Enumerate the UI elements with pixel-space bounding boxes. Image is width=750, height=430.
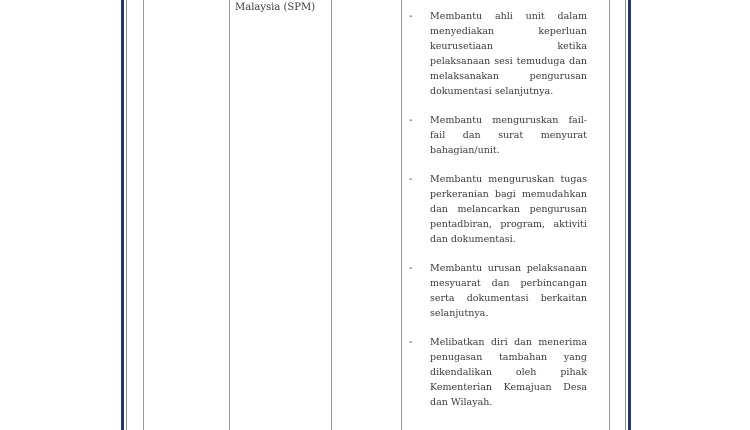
- list-item: [409, 9, 601, 99]
- list-item: [409, 261, 601, 321]
- bullet-dash: -: [409, 337, 413, 348]
- page-frame-left-inner-border: [126, 0, 127, 430]
- page-frame-left-border: [121, 0, 124, 430]
- duty-text: Melibatkan diri dan menerima penugasan tambahan yang dikendalikan oleh pihak Kementerian Kemajuan Desa dan Wilayah.: [430, 337, 587, 408]
- bullet-dash: -: [409, 11, 413, 22]
- bullet-dash: -: [409, 263, 413, 274]
- list-item: [409, 172, 601, 247]
- table-column-divider: [331, 0, 332, 430]
- duty-text: Membantu menguruskan fail-fail dan surat menyurat bahagian/unit.: [430, 115, 587, 156]
- list-item: [409, 113, 601, 158]
- table-column-divider: [401, 0, 402, 430]
- bullet-dash: -: [409, 115, 413, 126]
- page-frame-right-border: [628, 0, 631, 430]
- table-column-divider: [609, 0, 610, 430]
- duty-text: Membantu ahli unit dalam menyediakan keperluan keurusetiaan ketika pelaksanaan sesi temuduga dan melaksanakan pengurusan dokumentasi selanjutnya.: [430, 11, 587, 97]
- page-frame-right-inner-border: [625, 0, 626, 430]
- table-column-divider: [229, 0, 230, 430]
- list-item: [409, 335, 601, 410]
- duty-text: Membantu menguruskan tugas perkeranian bagi memudahkan dan melancarkan pengurusan pentadbiran, program, aktiviti dan dokumentasi.: [430, 174, 587, 245]
- table-column-divider: [143, 0, 144, 430]
- duties-list: [409, 9, 601, 424]
- duty-text: Membantu urusan pelaksanaan mesyuarat dan perbincangan serta dokumentasi berkaitan selanjutnya.: [430, 263, 587, 319]
- bullet-dash: -: [409, 174, 413, 185]
- qualification-text: Malaysia (SPM): [235, 2, 316, 13]
